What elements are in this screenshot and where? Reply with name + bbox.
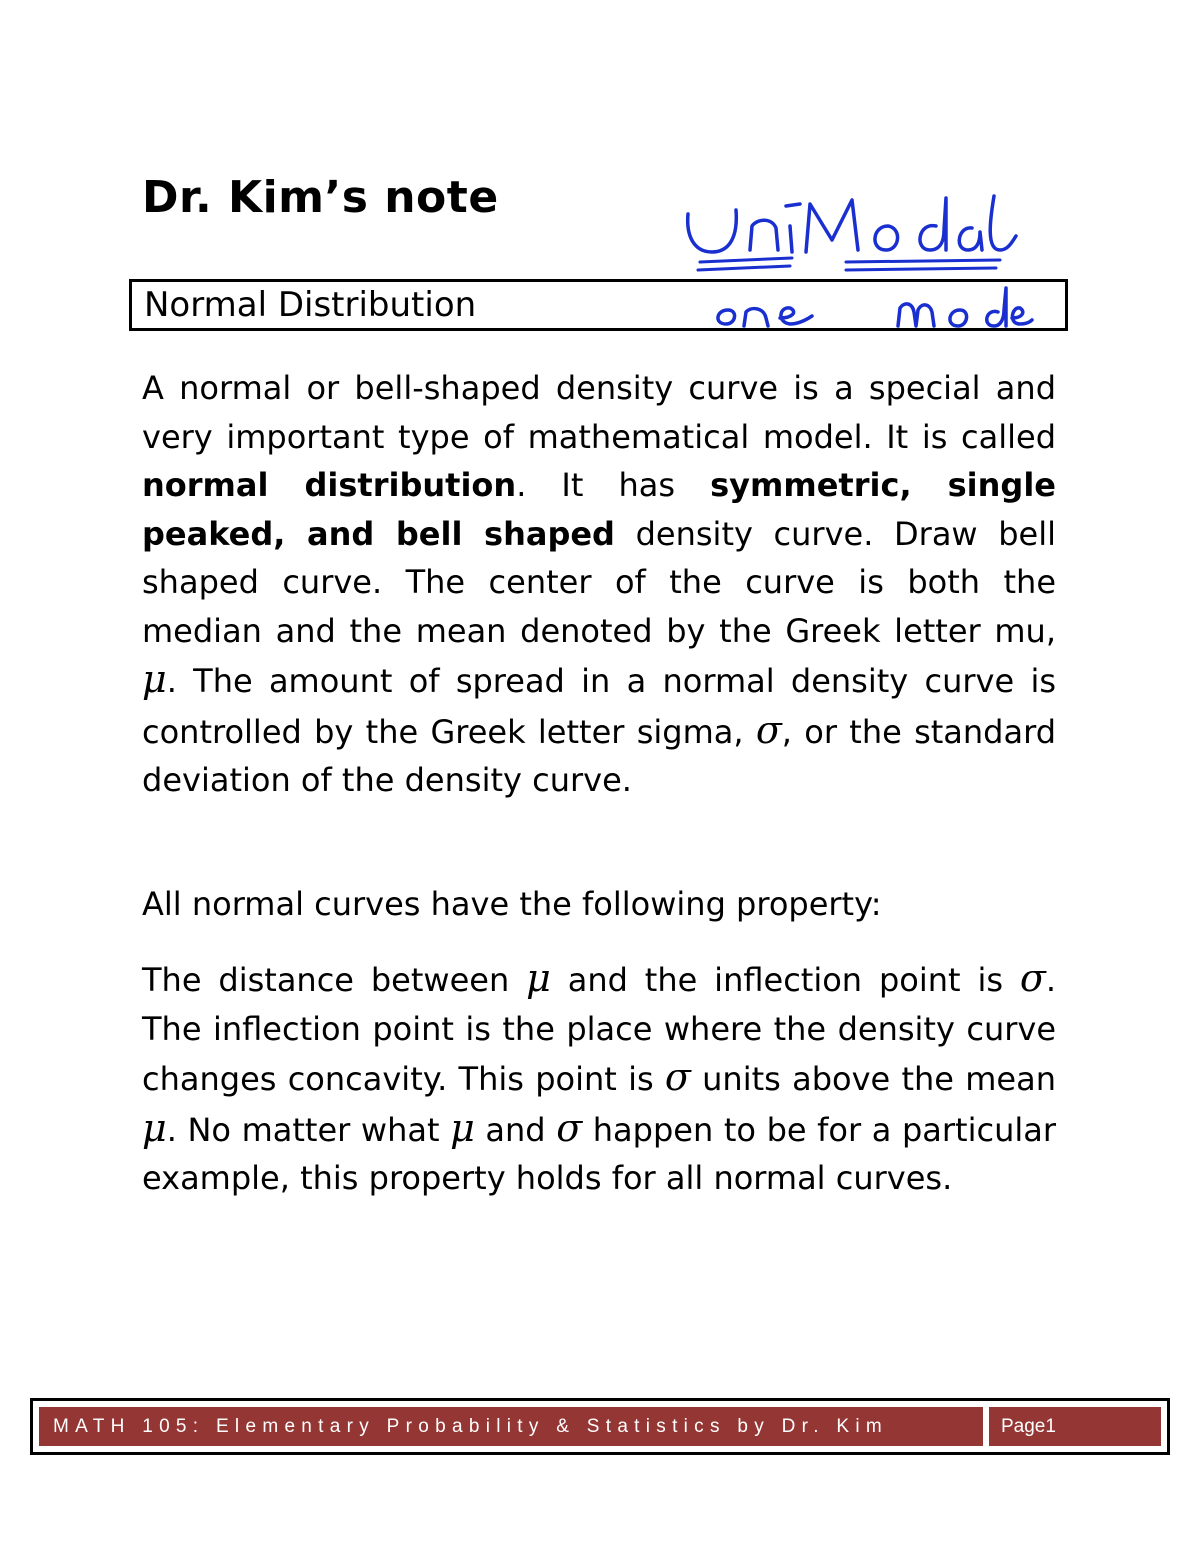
topic-label: Normal Distribution <box>144 285 477 325</box>
text-run: The distance between <box>142 961 527 999</box>
paragraph-property-intro: All normal curves have the following property: <box>142 885 882 923</box>
paragraph-normal-definition <box>142 364 1056 805</box>
page-footer <box>30 1398 1170 1455</box>
sigma-symbol: σ <box>664 1055 691 1099</box>
footer-course-title: MATH 105: Elementary Probability & Statistics by Dr. Kim <box>39 1407 983 1446</box>
sigma-symbol: σ <box>556 1105 583 1150</box>
page-number: 1 <box>1045 1416 1056 1437</box>
text-run: . The amount of spread in a normal density curve is controlled by the Greek letter sigma, <box>142 662 1056 751</box>
sigma-symbol: σ <box>1019 956 1046 1000</box>
text-run: . The inflection point is the place where the density curve changes concavity. This point is <box>142 961 1057 1098</box>
bold-term-normal-distribution: normal distribution <box>142 466 517 504</box>
page-title: Dr. Kim’s note <box>142 172 499 223</box>
bold-term-properties: symmetric, single peaked, and bell shaped <box>142 466 1057 553</box>
text-run: A normal or bell-shaped density curve is a special and very important type of mathematical model. It is called <box>142 369 1056 456</box>
text-run: happen to be for a particular example, this property holds for all normal curves. <box>142 1110 1057 1197</box>
text-run: density curve. Draw bell shaped curve. The center of the curve is both the median and the mean denoted by the Greek letter mu, <box>142 514 1057 650</box>
topic-box <box>129 279 1068 331</box>
mu-symbol: μ <box>450 1105 475 1150</box>
mu-symbol: μ <box>142 1105 167 1150</box>
text-run: , or the standard deviation of the density curve. <box>142 712 1057 799</box>
footer-page-number <box>989 1407 1161 1446</box>
paragraph-inflection-property <box>142 954 1056 1203</box>
handwriting-unimodal <box>688 196 1016 252</box>
text-run: and the inflection point is <box>550 961 1020 999</box>
handwriting-underlines <box>698 258 1000 270</box>
text-run: and <box>474 1110 557 1149</box>
text-run: units above the mean <box>690 1060 1057 1098</box>
sigma-symbol: σ <box>755 707 782 752</box>
mu-symbol: μ <box>142 657 167 701</box>
mu-symbol: μ <box>526 956 551 1000</box>
page-label: Page <box>1001 1416 1046 1437</box>
text-run: . It has <box>516 466 711 504</box>
text-run: . No matter what <box>166 1110 451 1149</box>
